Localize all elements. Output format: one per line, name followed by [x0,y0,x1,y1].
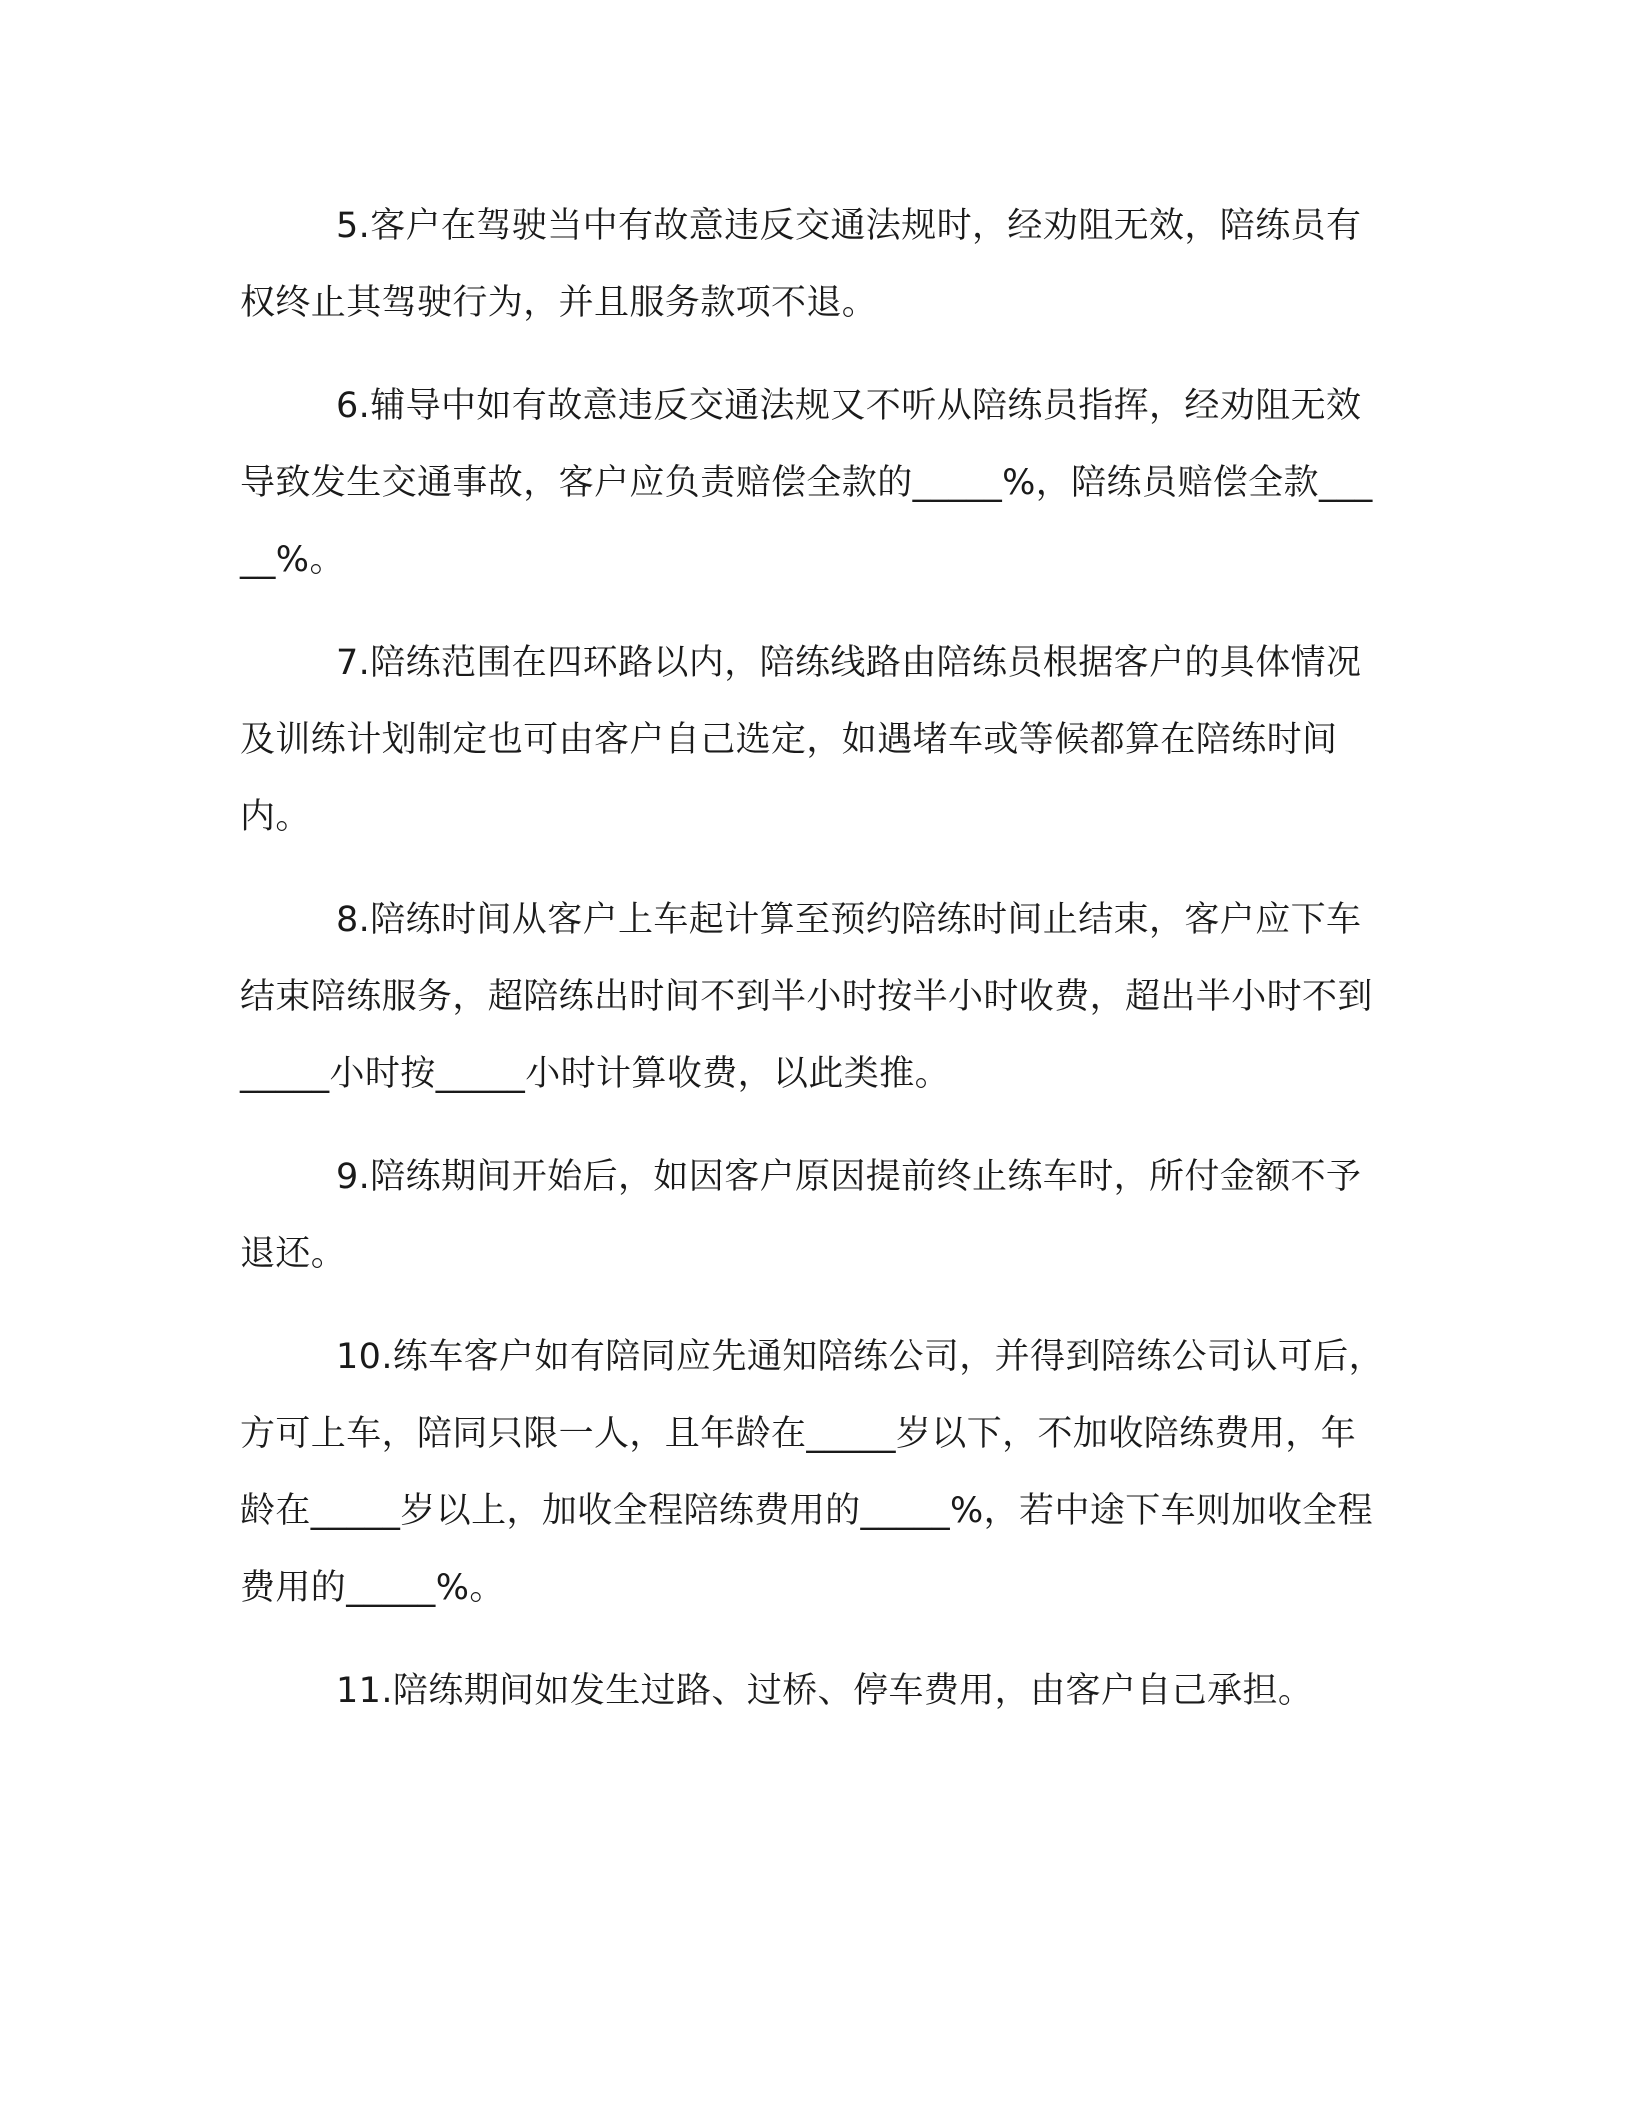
clause-9: 9.陪练期间开始后，如因客户原因提前终止练车时，所付金额不予退还。 [240,1157,1362,1274]
clause-8: 8.陪练时间从客户上车起计算至预约陪练时间止结束，客户应下车结束陪练服务，超陪练出时间不到半小时按半小时收费，超出半小时不到_____小时按_____小时计算收费，以此类推。 [240,900,1373,1094]
clause-7: 7.陪练范围在四环路以内，陪练线路由陪练员根据客户的具体情况及训练计划制定也可由客户自己选定，如遇堵车或等候都算在陪练时间内。 [240,643,1362,837]
clause-11: 11.陪练期间如发生过路、过桥、停车费用，由客户自己承担。 [336,1671,1314,1711]
clause-10: 10.练车客户如有陪同应先通知陪练公司，并得到陪练公司认可后，方可上车，陪同只限一人，且年龄在_____岁以下，不加收陪练费用，年龄在_____岁以上，加收全程陪练费用的_____%，若中途下车则加收全程费用的_____%。 [240,1337,1385,1608]
clause-6: 6.辅导中如有故意违反交通法规又不听从陪练员指挥，经劝阻无效导致发生交通事故，客户应负责赔偿全款的_____%，陪练员赔偿全款_____%。 [240,386,1373,580]
document-body [240,188,1388,1756]
clause-5: 5.客户在驾驶当中有故意违反交通法规时，经劝阻无效，陪练员有权终止其驾驶行为，并且服务款项不退。 [240,206,1362,323]
